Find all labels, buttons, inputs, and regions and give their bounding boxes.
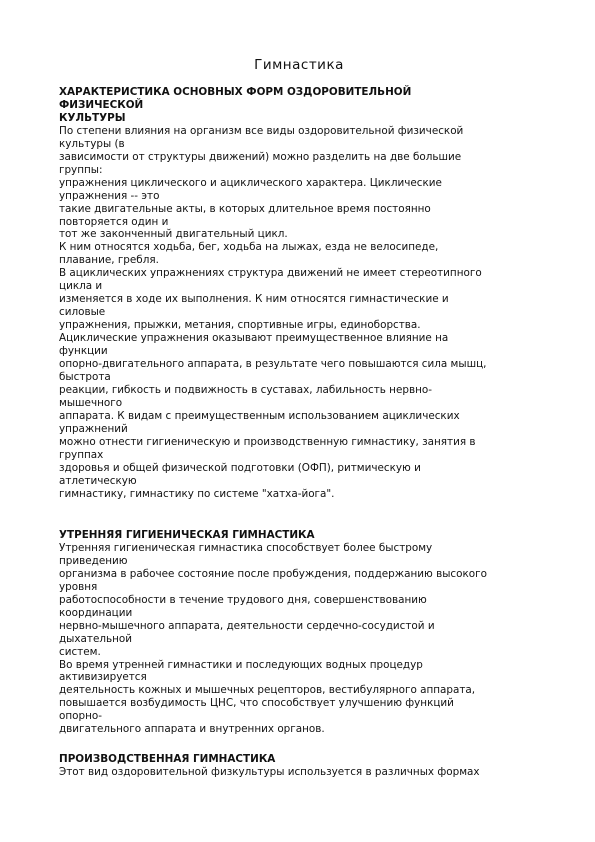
paragraph-line: опорно- xyxy=(59,710,103,723)
paragraph-line: группах xyxy=(59,448,104,461)
paragraph-line: гимнастику, гимнастику по системе "хатха-йога". xyxy=(59,487,335,500)
paragraph-line: дыхательной xyxy=(59,632,133,645)
paragraph-line: тот же законченный двигательный цикл. xyxy=(59,228,288,241)
paragraph-line: упражнения, прыжки, метания, спортивные игры, единоборства. xyxy=(59,319,421,332)
paragraph-line: По степени влияния на организм все виды оздоровительной физической xyxy=(59,124,464,137)
paragraph-line: здоровья и общей физической подготовки (ОФП), ритмическую и xyxy=(59,461,421,474)
paragraph-line: координации xyxy=(59,606,133,619)
paragraph-line: организма в рабочее состояние после пробуждения, поддержанию высокого xyxy=(59,567,487,580)
section-workplace-gymnastics xyxy=(59,753,539,779)
paragraph-line: атлетическую xyxy=(59,474,137,487)
paragraph-line: упражнения циклического и ациклического характера. Циклические xyxy=(59,176,442,189)
paragraph-line: Во время утренней гимнастики и последующих водных процедур xyxy=(59,658,423,671)
paragraph-line: активизируется xyxy=(59,671,147,684)
section-heading-line: ХАРАКТЕРИСТИКА ОСНОВНЫХ ФОРМ ОЗДОРОВИТЕЛЬНОЙ xyxy=(59,86,412,98)
section-heading-line: УТРЕННЯЯ ГИГИЕНИЧЕСКАЯ ГИМНАСТИКА xyxy=(59,529,315,541)
paragraph-line: повторяется один и xyxy=(59,215,169,228)
paragraph-line: цикла и xyxy=(59,280,103,293)
paragraph-line: Утренняя гигиеническая гимнастика способствует более быстрому xyxy=(59,541,433,554)
paragraph-line: реакции, гибкость и подвижность в суставах, лабильность нервно- xyxy=(59,383,432,396)
paragraph-line: упражнения -- это xyxy=(59,189,160,202)
document-title: Гимнастика xyxy=(254,57,344,73)
paragraph-line: Этот вид оздоровительной физкультуры используется в различных формах xyxy=(59,765,480,778)
paragraph-line: культуры (в xyxy=(59,137,125,150)
paragraph-line: плавание, гребля. xyxy=(59,254,159,267)
paragraph-line: двигательного аппарата и внутренних органов. xyxy=(59,723,325,736)
paragraph-line: В ациклических упражнениях структура движений не имеет стереотипного xyxy=(59,267,482,280)
paragraph-line: работоспособности в течение трудового дня, совершенствованию xyxy=(59,593,427,606)
paragraph-line: силовые xyxy=(59,306,106,319)
paragraph-line: упражнений xyxy=(59,422,128,435)
paragraph-line: нервно-мышечного аппарата, деятельности сердечно-сосудистой и xyxy=(59,619,435,632)
paragraph-line: деятельность кожных и мышечных рецепторов, вестибулярного аппарата, xyxy=(59,684,476,697)
section-heading-line: ФИЗИЧЕСКОЙ xyxy=(59,98,144,111)
paragraph-line: группы: xyxy=(59,163,103,176)
paragraph-line: функции xyxy=(59,345,108,358)
paragraph-line: уровня xyxy=(59,580,98,593)
paragraph-line: систем. xyxy=(59,645,101,658)
paragraph-line: мышечного xyxy=(59,396,123,409)
paragraph-line: повышается возбудимость ЦНС, что способствует улучшению функций xyxy=(59,697,454,710)
section-morning-gymnastics xyxy=(59,529,539,736)
paragraph-line: опорно-двигательного аппарата, в результате чего повышаются сила мышц, xyxy=(59,358,487,371)
section-heading-line: ПРОИЗВОДСТВЕННАЯ ГИМНАСТИКА xyxy=(59,753,276,765)
paragraph-line: такие двигательные акты, в которых длительное время постоянно xyxy=(59,202,431,215)
paragraph-line: приведению xyxy=(59,554,128,567)
paragraph-line: быстрота xyxy=(59,370,111,383)
paragraph-line: К ним относятся ходьба, бег, ходьба на лыжах, езда не велосипеде, xyxy=(59,241,439,254)
section-forms-overview xyxy=(59,86,539,501)
paragraph-line: аппарата. К видам с преимущественным использованием ациклических xyxy=(59,409,460,422)
section-heading-line: КУЛЬТУРЫ xyxy=(59,111,126,124)
paragraph-line: можно отнести гигиеническую и производственную гимнастику, занятия в xyxy=(59,435,476,448)
paragraph-line: изменяется в ходе их выполнения. К ним относятся гимнастические и xyxy=(59,293,449,306)
paragraph-line: Ациклические упражнения оказывают преимущественное влияние на xyxy=(59,332,449,345)
paragraph-line: зависимости от структуры движений) можно разделить на две большие xyxy=(59,150,462,163)
